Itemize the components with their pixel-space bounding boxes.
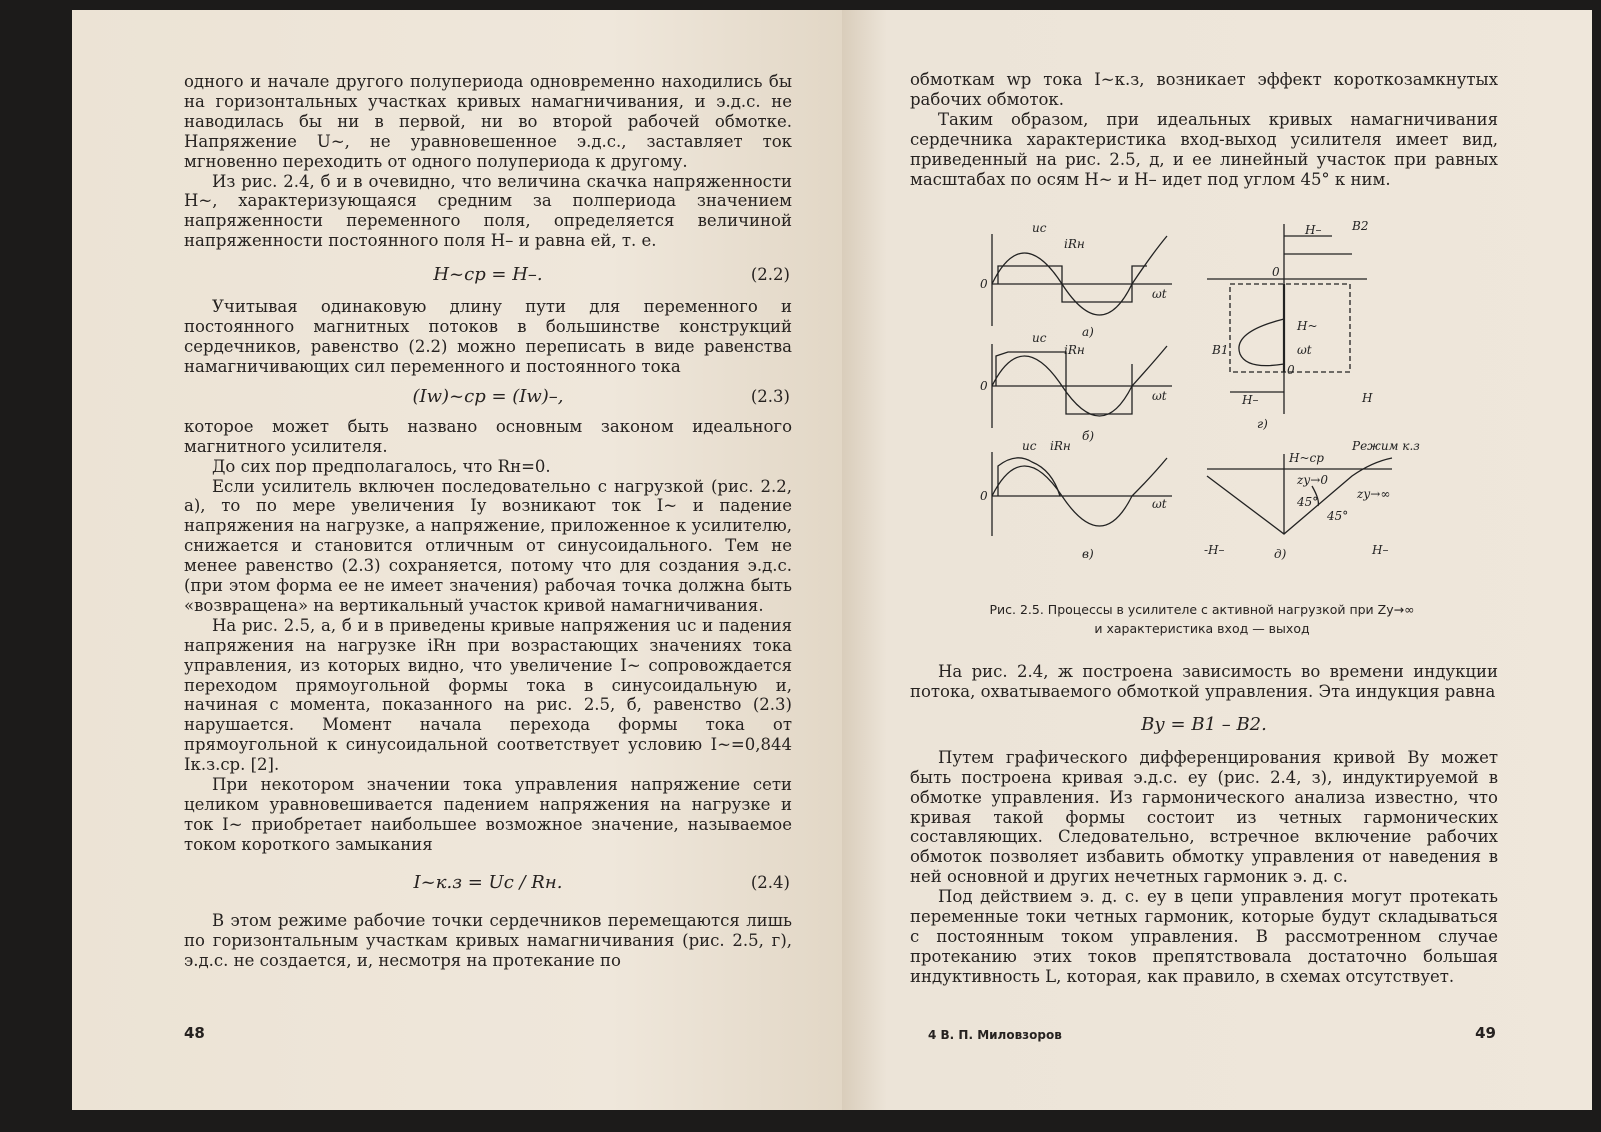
figure-labels [980,219,1420,561]
label-b1: B1 [1212,343,1229,357]
paragraph: Таким образом, при идеальных кривых намагничивания сердечника характеристика вход-выход усилителя имеет вид, приведенный на рис. 2.5, д, и ее линейный участок при равных масштабах по осям H~ и H– идет под углом 45° к ним. [910,109,1498,189]
label-wt-a: ωt [1152,287,1167,301]
label-uc-v: uc [1022,439,1037,453]
page-number: 48 [184,1024,205,1042]
label-mode-kz: Режим к.з [1352,439,1420,453]
caption-line-1: Рис. 2.5. Процессы в усилителе с активной нагрузкой при Zу→∞ [989,602,1415,617]
label-zero-g: 0 [1272,265,1280,279]
right-page-text-bottom [910,662,1498,987]
label-a: а) [1082,325,1094,339]
paragraph: Если усилитель включен последовательно с нагрузкой (рис. 2.2, а), то по мере увеличения Iу возникают ток I~ и падение напряжения на нагрузке, а напряжение, приложенное к усилителю, снижается и становится отличным от синусоидального. Тем не менее равенство (2.3) сохраняется, потому что для создания э.д.с. (при этом форма ее не имеет значения) рабочая точка должна быть «возвращена» на вертикальный участок кривой намагничивания. [184,476,792,615]
label-uc-a: uc [1032,221,1047,235]
paragraph: обмоткам wр тока I~к.з, возникает эффект короткозамкнутых рабочих обмоток. [910,70,1498,109]
left-page [72,10,842,1110]
label-iRn-b: iRн [1064,343,1085,357]
label-zyinf: zу→∞ [1357,487,1391,501]
equation-2-4 [184,855,792,911]
label-g: г) [1257,417,1268,431]
label-b: б) [1082,429,1095,443]
label-zero-b: 0 [980,379,988,393]
left-page-text [184,72,792,970]
equation-text: I~к.з = Uс / Rн. [413,872,563,894]
paragraph: Учитывая одинаковую длину пути для переменного и постоянного магнитных потоков в большинстве конструкций сердечников, равенство (2.2) можно переписать в виде равенства намагничивающих сил переменного и постоянного тока [184,297,792,376]
equation-2-2 [184,251,792,297]
label-d: д) [1274,547,1287,561]
figure-2-5 [972,214,1472,584]
equation-by [910,702,1498,748]
hysteresis-rect [1230,284,1350,372]
label-45-b: 45° [1327,509,1349,523]
curve-iRn-b [996,352,1132,414]
label-v: в) [1082,547,1094,561]
label-h-tilde-sr: H~ср [1289,451,1324,465]
label-iRn-v: iRн [1050,439,1071,453]
figure-caption [932,600,1472,638]
label-h: H [1362,391,1373,405]
paragraph: которое может быть названо основным законом идеального магнитного усилителя. [184,416,792,456]
caption-line-2: и характеристика вход — выход [1094,621,1310,636]
label-zy0: zу→0 [1297,473,1328,487]
paragraph: При некотором значении тока управления напряжение сети целиком уравновешивается падением напряжения на нагрузке и ток I~ приобретает наибольшее возможное значение, называемое током короткого замыкания [184,775,792,854]
signature-mark: 4 В. П. Миловзоров [928,1028,1062,1042]
paragraph: На рис. 2.5, а, б и в приведены кривые напряжения uс и падения напряжения на нагрузке iRн при возрастающих значениях тока управления, из которых видно, что увеличение I~ сопровождается переходом прямоугольной формы тока в синусоидальную и, начиная с момента, показанного на рис. 2.5, б, равенство (2.3) нарушается. Момент начала перехода формы тока от прямоугольной к синусоидальной соответствует условию I~=0,844 Iк.з.ср. [2]. [184,615,792,775]
paragraph: Под действием э. д. с. eу в цепи управления могут протекать переменные токи четных гармоник, которые будут складываться с постоянным током управления. В рассмотренном случае протеканию этих токов препятствовала достаточно большая индуктивность L, которая, как правило, в схемах отсутствует. [910,887,1498,986]
equation-text: (Iw)~ср = (Iw)–, [412,386,564,408]
equation-number: (2.4) [750,873,790,893]
paragraph: Из рис. 2.4, б и в очевидно, что величина скачка напряженности H~, характеризующаяся средним за полпериода значением напряженности переменного поля, определяется величиной напряженности постоянного поля H– и равна ей, т. е. [184,171,792,251]
curve-uc-v [992,458,1167,526]
figure-svg [972,214,1472,584]
label-uc-b: uc [1032,331,1047,345]
label-neg-h: -H– [1204,543,1225,557]
page-number: 49 [1475,1024,1496,1042]
label-h-minus-top: H– [1305,223,1322,237]
paragraph: Путем графического дифференцирования кривой Bу может быть построена кривая э.д.с. eу (рис. 2.4, з), индуктируемой в обмотке управления. Из гармонического анализа известно, что кривая такой формы состоит из четных гармонических составляющих. Следовательно, встречное включение рабочих обмоток позволяет избавить обмотку управления от наведения в ней основной и других нечетных гармоник э. д. с. [910,747,1498,887]
label-zero-a: 0 [980,277,988,291]
equation-number: (2.3) [750,387,790,407]
label-wt-g: ωt [1297,343,1312,357]
equation-text: H~ср = H–. [433,263,543,285]
paragraph: До сих пор предполагалось, что Rн=0. [212,456,551,476]
h-tilde-wave [1239,319,1284,366]
label-pos-h: H– [1372,543,1389,557]
paragraph: На рис. 2.4, ж построена зависимость во времени индукции потока, охватываемого обмоткой управления. Эта индукция равна [910,662,1498,701]
right-page-text-top [910,70,1498,189]
label-45-a: 45° [1297,495,1319,509]
paragraph: В этом режиме рабочие точки сердечников перемещаются лишь по горизонтальным участкам кривых намагничивания (рис. 2.5, г), э.д.с. не создается, и, несмотря на протекание по [184,910,792,970]
equation-number: (2.2) [750,264,790,284]
right-page [842,10,1592,1110]
label-wt-v: ωt [1152,497,1167,511]
label-h-tilde: H~ [1297,319,1318,333]
label-zero-g2: 0 [1287,363,1295,377]
label-b2: B2 [1352,219,1369,233]
equation-text: Bу = B1 – B2. [1141,714,1267,736]
curve-iRn-v [998,458,1060,496]
paragraph: одного и начале другого полупериода одновременно находились бы на горизонтальных участках кривых намагничивания, и э.д.с. не наводилась бы ни в первой, ни во второй рабочей обмотке. Напряжение U~, не уравновешенное э.д.с., заставляет ток мгновенно переходить от одного полупериода к другому. [184,72,792,171]
label-zero-v: 0 [980,489,988,503]
label-h-minus-bottom: H– [1242,393,1259,407]
equation-2-3 [184,377,792,417]
label-iRn-a: iRн [1064,237,1085,251]
label-wt-b: ωt [1152,389,1167,403]
